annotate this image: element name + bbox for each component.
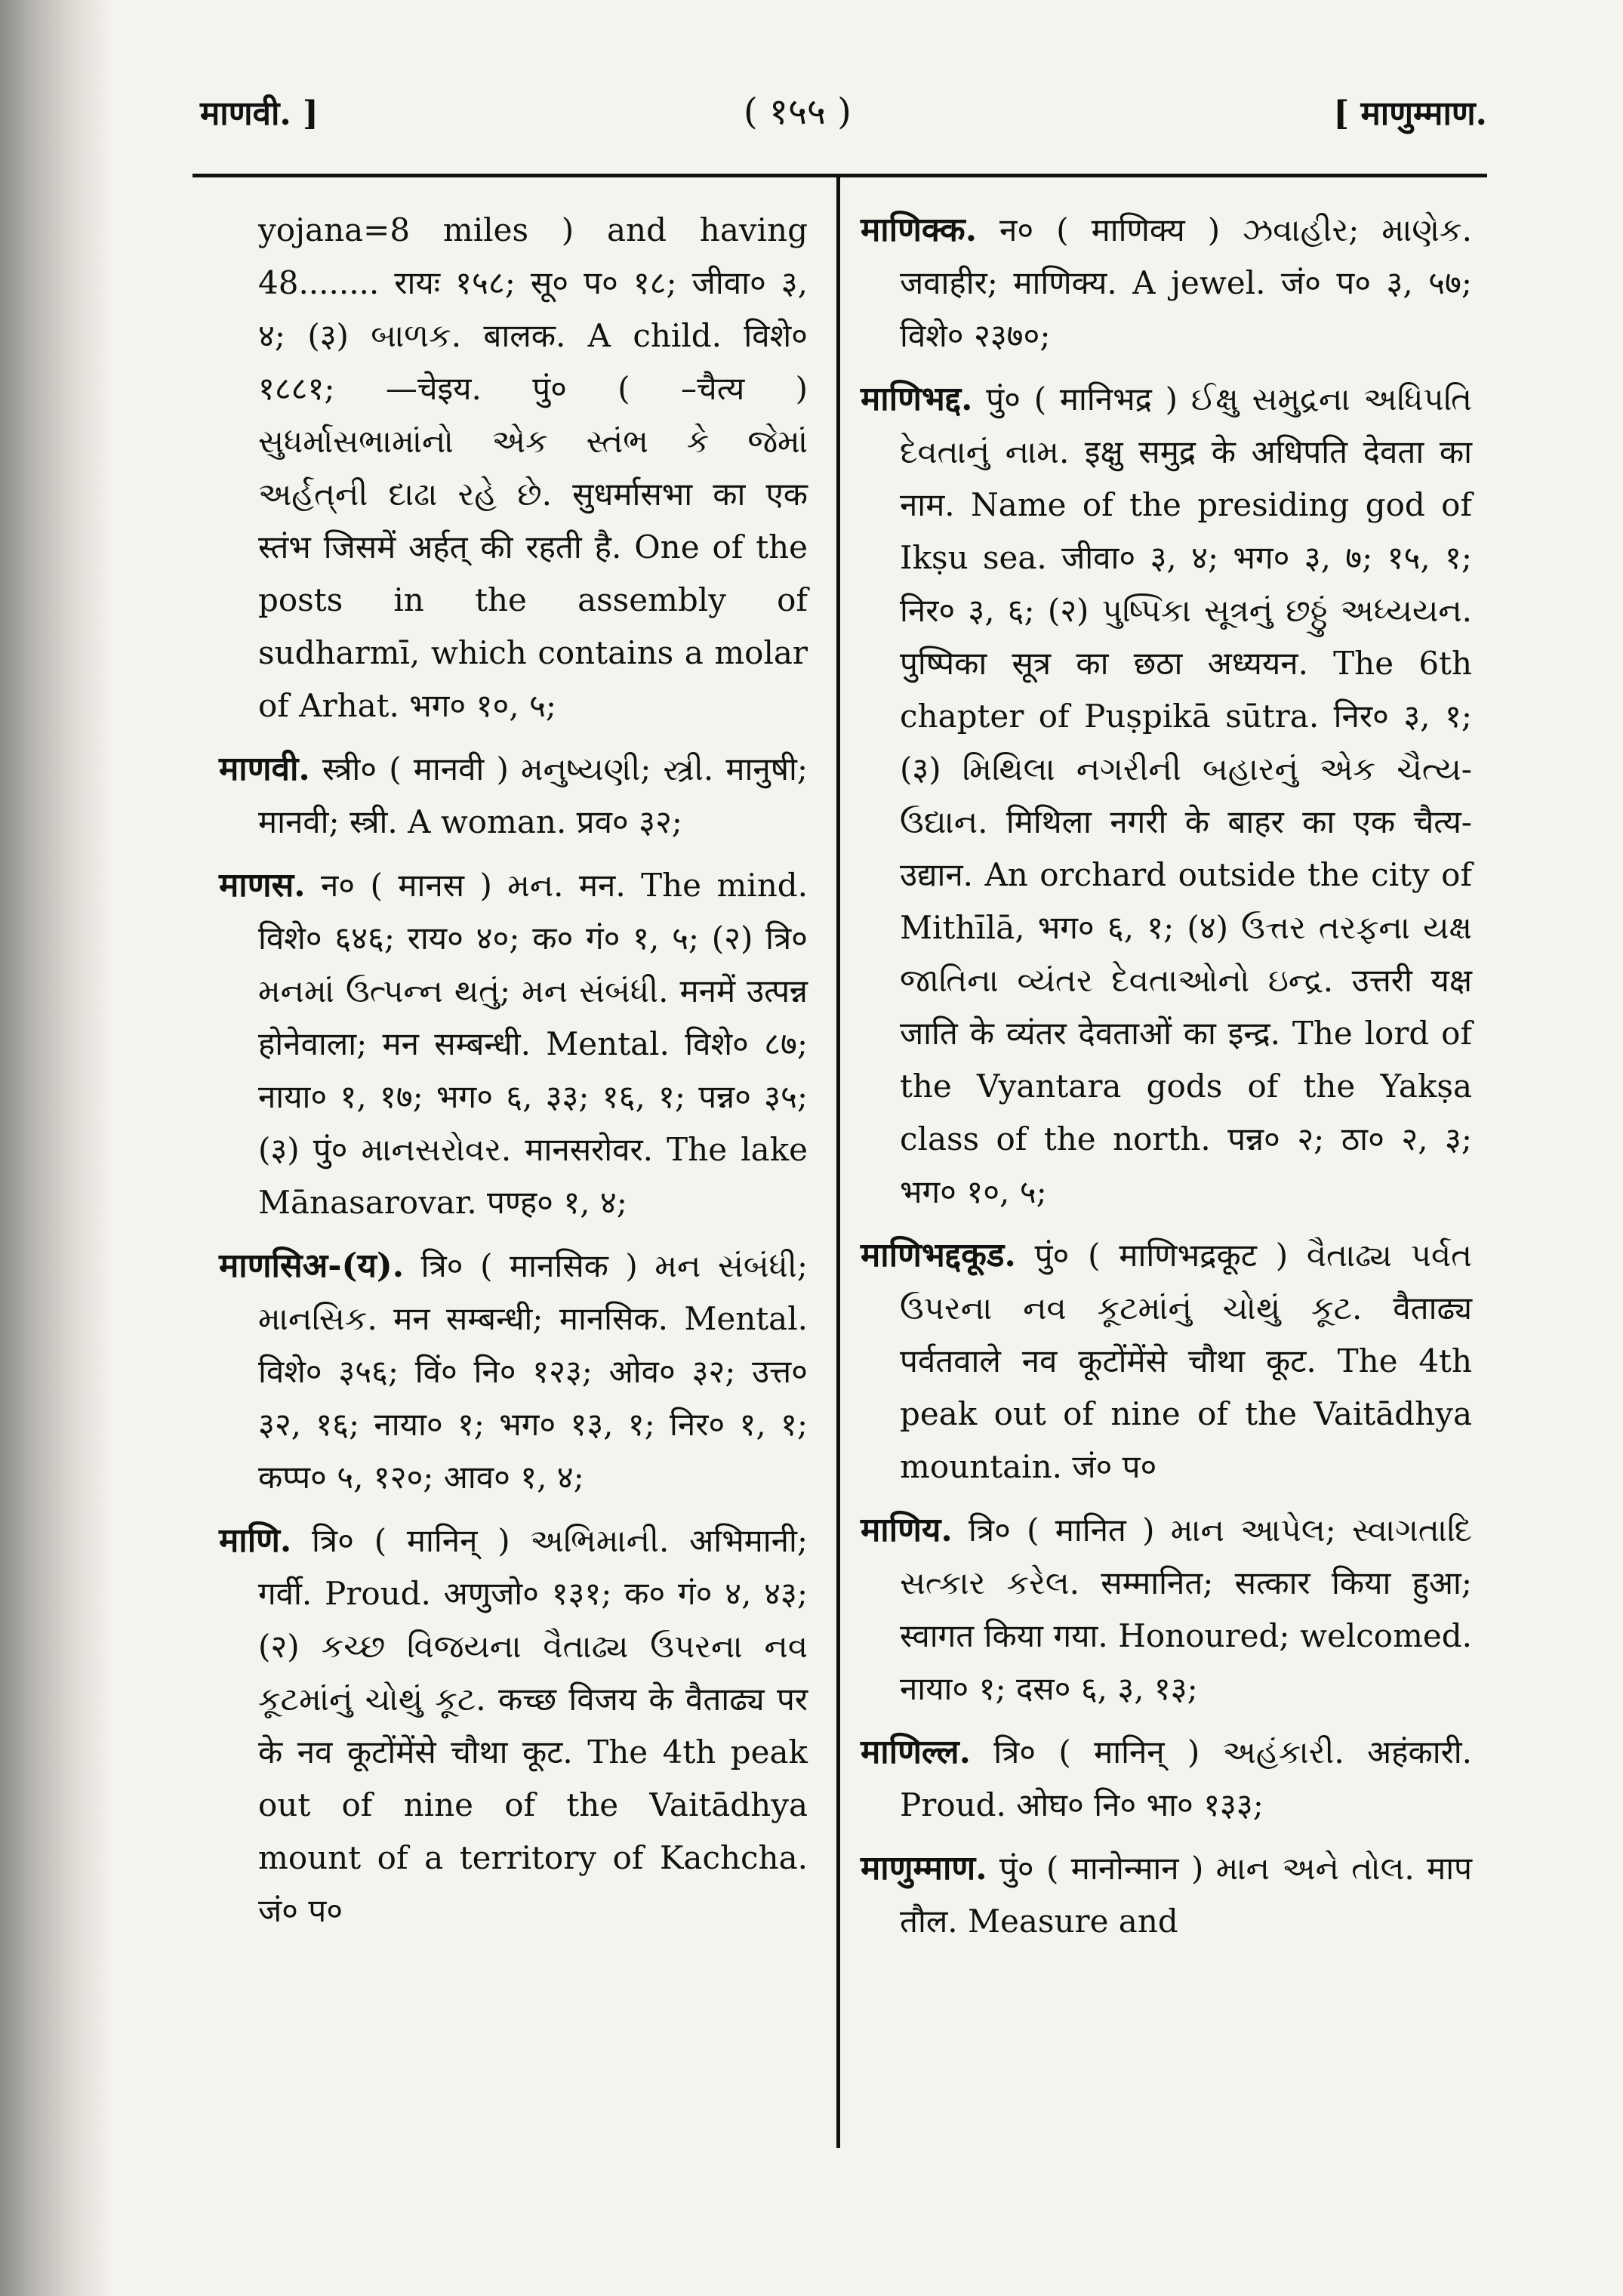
entry-headword: माणिल्ल. bbox=[861, 1733, 971, 1771]
column-divider bbox=[836, 177, 840, 2148]
entry-text: त्रि० ( मानिन् ) અભિમાની. अभिमानी; गर्वी. Proud. अणुजो० १३१; क० गं० ४, ४३; (२) કચ્છ વિજયના વૈતાઢ્ય ઉપરના નવ કૂટમાંનું ચોથું કૂટ. कच्छ विजय के वैताढ्य पर के नव कूटोंमेंसे चौथा कूट. The 4th peak out of nine of the Vaitādhya mount of a territory of Kachcha. जं० प० bbox=[258, 1522, 808, 1929]
entry-manasia bbox=[219, 1240, 808, 1504]
entry-headword: माणिभद्दकूड. bbox=[861, 1236, 1016, 1274]
entry-headword: माणस. bbox=[219, 866, 306, 905]
entry-maniya bbox=[861, 1504, 1472, 1715]
entry-text: त्रि० ( मानसिक ) મન સંબંધી; માનસિક. मन सम्बन्धी; मानसिक. Mental. विशे० ३५६; विं० नि० १२३; ओव० ३२; उत्त० ३२, १६; नाया० १; भग० १३, १; निर० १, १; कप्प० ५, १२०; आव० १, ४; bbox=[258, 1247, 808, 1496]
entry-headword: माणसिअ-(य). bbox=[219, 1247, 405, 1285]
entry-manilla bbox=[861, 1726, 1472, 1832]
entry-text: स्त्री० ( मानवी ) મનુષ્યણી; સ્ત્રી. मानुषी; मानवी; स्त्री. A woman. प्रव० ३२; bbox=[258, 750, 808, 840]
entry-mani bbox=[219, 1515, 808, 1937]
entry-text: पुं० ( मानोन्मान ) માન અને તોલ. माप तौल. Measure and bbox=[900, 1850, 1472, 1940]
entry-text: त्रि० ( मानिन् ) અહંકારી. अहंकारी. Proud. ओघ० नि० भा० १३३; bbox=[900, 1734, 1472, 1823]
entry-headword: माणिक्क. bbox=[861, 211, 978, 249]
entry-text: yojana=8 miles ) and having 48........ रायः १५८; सू० प० १८; जीवा० ३, ४; (३) બાળક. बालक. A child. विशे० १८८१; —चेइय. पुं० ( –चैत्य ) સુધર્માસભામાંનો એક સ્તંભ કે જેમાં અર્હત્‌ની દાઢા રહે છે. सुधर्मासभा का एक स्तंभ जिसमें अर्हत् की रहती है. One of the posts in the assembly of sudharmī, which contains a molar of Arhat. भग० १०, ५; bbox=[258, 211, 808, 724]
entry-text: पुं० ( मानिभद्र ) ઈક્ષુ સમુદ્રના અધિપતિ દેવતાનું નામ. इक्षु समुद्र के अधिपति देवता का नाम. Name of the presiding god of Ikṣu sea. जीवा० ३, ४; भग० ३, ७; १५, १; निर० ३, ६; (२) પુષ્પિકા સૂત્રનું છઠ્ઠું અધ્યયન. पुष्पिका सूत्र का छठा अध्ययन. The 6th chapter of Puṣpikā sūtra. निर० ३, १; (३) મિથિલા નગરીની બહારનું એક ચૈત્ય-ઉદ્યાન. मिथिला नगरी के बाहर का एक चैत्य-उद्यान. An orchard outside the city of Mithīlā, भग० ६, १; (४) ઉત્તર તરફના યક્ષ જાતિના વ્યંતર દેવતાઓનો ઇન્દ્ર. उत्तरी यक्ष जाति के व्यंतर देवताओं का इन्द्र. The lord of the Vyantara gods of the Yakṣa class of the north. पन्न० २; ठा० २, ३; भग० १०, ५; bbox=[900, 381, 1472, 1210]
entry-manasa bbox=[219, 859, 808, 1229]
entry-text: न० ( मानस ) મન. मन. The mind. विशे० ६४६; राय० ४०; क० गं० १, ५; (२) त्रि० મનમાં ઉત્પન્ન થતું; મન સંબંધી. मनमें उत्पन्न होनेवाला; मन सम्बन्धी. Mental. विशे० ८७; नाया० १, १७; भग० ६, ३३; १६, १; पन्न० ३५; (३) पुं० માનસરોવર. मानसरोवर. The lake Mānasarovar. पण्ह० १, ४; bbox=[258, 867, 808, 1221]
entry-continuation bbox=[219, 204, 808, 732]
page-number: ( १५५ ) bbox=[744, 91, 852, 133]
entry-manavi bbox=[219, 743, 808, 849]
entry-text: त्रि० ( मानित ) માન આપેલ; સ્વાગતાદિ સત્કાર કરેલ. सम्मानित; सत्कार किया हुआ; स्वागत किया गया. Honoured; welcomed. नाया० १; दस० ६, ३, १३; bbox=[900, 1512, 1472, 1707]
entry-manibhaddakuda bbox=[861, 1229, 1472, 1493]
entry-headword: माणि. bbox=[219, 1521, 292, 1560]
binding-shadow bbox=[0, 0, 113, 2296]
entry-manummana bbox=[861, 1842, 1472, 1948]
entry-headword: माणुम्माण. bbox=[861, 1849, 987, 1888]
header-left-guideword: माणवी. ] bbox=[200, 94, 319, 133]
header-right-guideword: [ माणुम्माण. bbox=[1333, 94, 1487, 133]
entry-headword: माणिभद्द. bbox=[861, 380, 973, 418]
left-column bbox=[219, 204, 808, 1948]
right-column bbox=[861, 204, 1472, 1959]
entry-text: न० ( माणिक्य ) ઝવાહીર; માણેક. जवाहीर; माणिक्य. A jewel. जं० प० ३, ५७; विशे० २३७०; bbox=[900, 211, 1472, 354]
entry-text: पुं० ( माणिभद्रकूट ) વૈતાઢ્ય પર્વત ઉપરના નવ કૂટમાંનું ચોથું કૂટ. वैताढ्य पर्वतवाले नव कूटोंमेंसे चौथा कूट. The 4th peak out of nine of the Vaitādhya mountain. जं० प० bbox=[900, 1237, 1472, 1485]
entry-headword: माणवी. bbox=[219, 750, 310, 788]
page-header bbox=[200, 82, 1487, 134]
entry-headword: माणिय. bbox=[861, 1511, 953, 1549]
entry-manibhadda bbox=[861, 373, 1472, 1219]
entry-manikka bbox=[861, 204, 1472, 362]
